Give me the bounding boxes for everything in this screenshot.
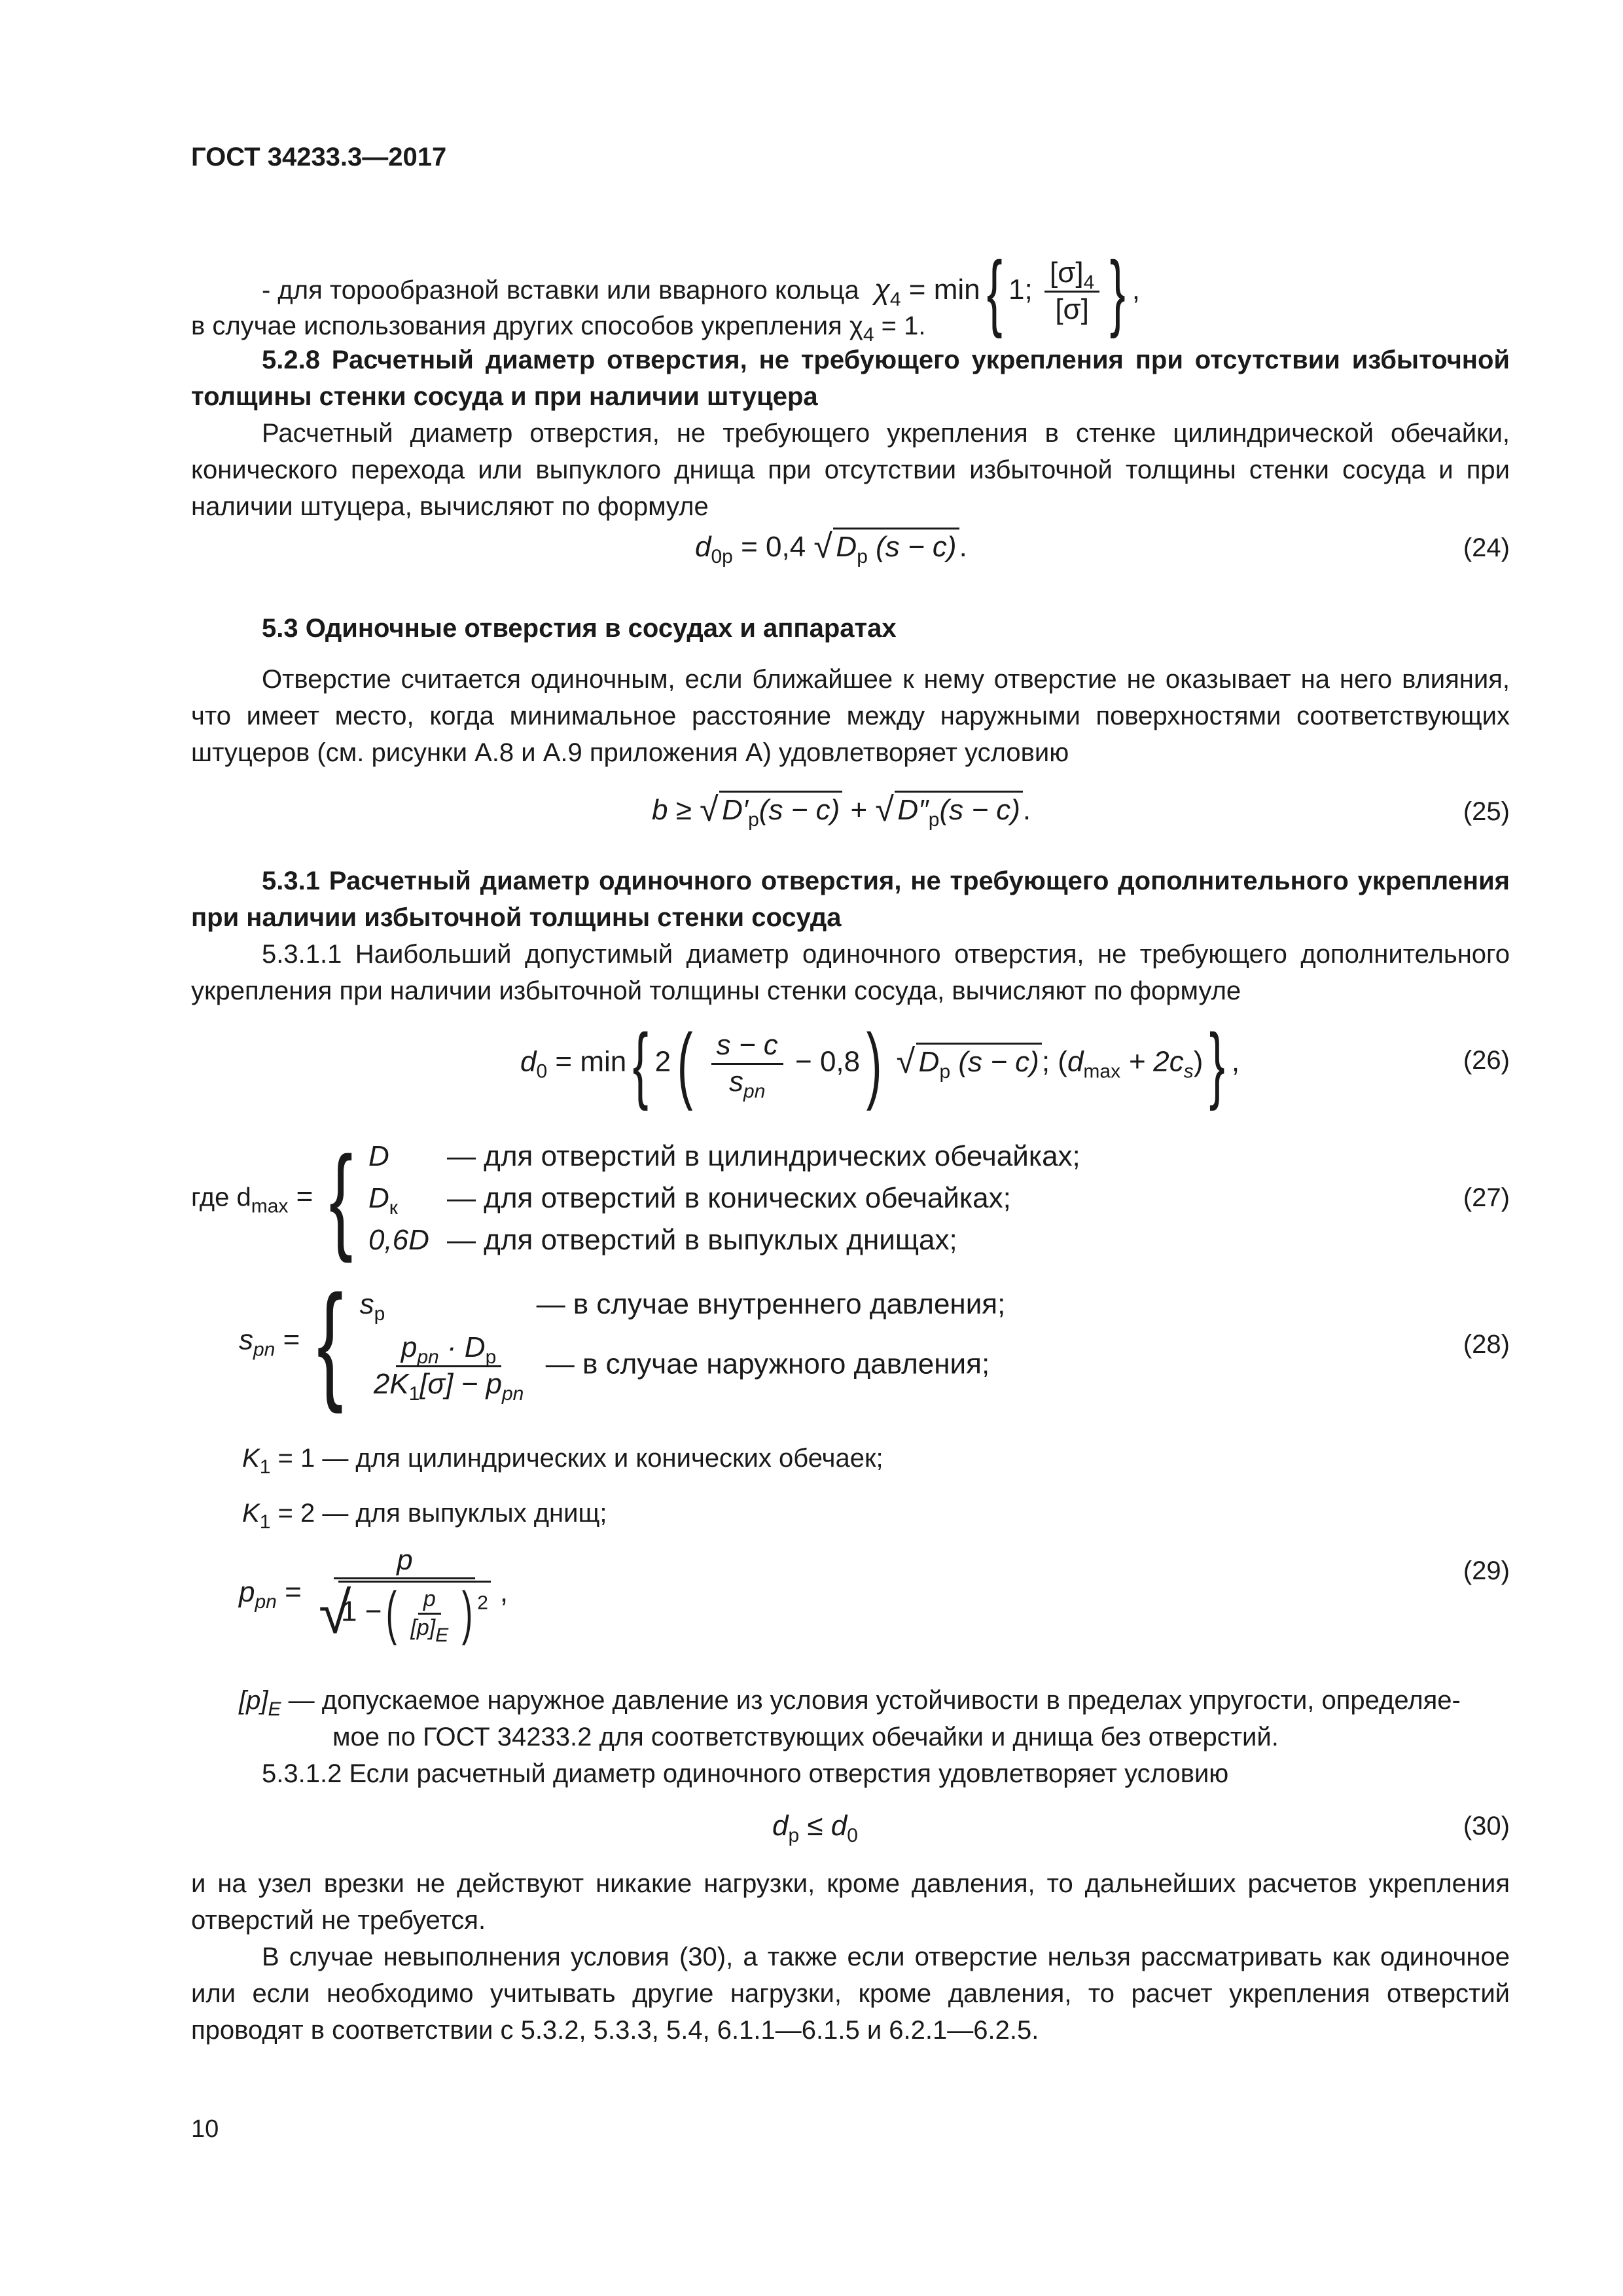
equation-number: (28): [1463, 1330, 1510, 1359]
page-number: 10: [191, 2115, 219, 2143]
equation-number: (26): [1463, 1046, 1510, 1075]
other-methods-line: в случае использования других способов укрепления $\chi_4 = 1$.: [191, 312, 926, 346]
section-heading: 5.3 Одиночные отверстия в сосудах и аппаратах: [262, 614, 897, 643]
section-5-2-8: [191, 342, 1510, 525]
section-heading: 5.3.1 Расчетный диаметр одиночного отверстия, не требующего дополнительного укрепления при наличии избыточной толщины стенки сосуда: [191, 867, 1510, 932]
standard-code-header: ГОСТ 34233.3—2017: [191, 143, 447, 171]
equation-number: (25): [1463, 797, 1510, 826]
after-30-paragraph-2: В случае невыполнения условия (30), а также если отверстие нельзя рассматривать как одиночное или если необходимо учитывать другие нагрузки, кроме давления, то расчет укрепления отверстий проводят в соответствии с 5.3.2, 5.3.3, 5.4, 6.1.1—6.1.5 и 6.2.1—6.2.5.: [191, 1943, 1510, 2045]
equation-number: (24): [1463, 533, 1510, 562]
pe-definition-cont: мое по ГОСТ 34233.2 для соответствующих обечайки и днища без отверстий.: [332, 1723, 1279, 1751]
section-5-3-1: 5.3.1 Расчетный диаметр одиночного отверстия, не требующего дополнительного укрепления при наличии избыточной толщины стенки сосуда 5.3.1.1 Наибольший допустимый диаметр одиночного отверстия, не требующего дополнительного укрепления при наличии избыточной толщины стенки сосуда, вычисляют по формуле: [191, 867, 1510, 1005]
formula-26: $d_0 = \min${ 2( $\frac{s - c}{s_{pn}}$ − 0,8) √ $D_р$ (s − c); $(d_{max} + 2c_s)$} ,: [520, 1016, 1240, 1111]
equation-number: (30): [1463, 1812, 1510, 1840]
formula-29: $p_{pn}$ = p √ 1 −( $\frac{p}{[p]_E}$ ) $^2$ ,: [239, 1544, 508, 1647]
after-30-paragraph-1: и на узел врезки не действуют никакие нагрузки, кроме давления, то дальнейших расчетов укрепления отверстий не требуется.: [191, 1869, 1510, 1935]
sigma-ratio: $\frac{[\sigma]_4}{[\sigma]}$: [1044, 257, 1099, 325]
equation-number: (29): [1463, 1556, 1510, 1585]
k1-cylinder-line: $K_1 = 1$ — для цилиндрических и конических обечаек;: [242, 1444, 883, 1478]
formula-28: $s_{pn}$ = { $s_р$ — в случае внутреннего давления; $\frac{p_{pn} \cdot D_р}{2K_1[\sigma] - p_{pn}}$ — в случае наружного давления;: [239, 1268, 1006, 1414]
case-row-cone: $D_к$ — для отверстий в конических обечайках;: [368, 1182, 1011, 1219]
section-body: Расчетный диаметр отверстия, не требующего укрепления в стенке цилиндрической обечайки, конического перехода или выпуклого днища при отсутствии избыточной толщины стенки сосуда и при наличии штуцера, вычисляют по формуле: [191, 419, 1510, 521]
section-5-3-1-2: 5.3.1.2 Если расчетный диаметр одиночного отверстия удовлетворяет условию: [262, 1759, 1229, 1788]
section-5-3: [191, 610, 1510, 647]
pe-definition: $[p]_E$ — допускаемое наружное давление из условия устойчивости в пределах упругости, определяе-: [239, 1686, 1461, 1720]
torus-insert-line: - для торообразной вставки или вварного кольца $\chi_4 = \min${ 1; $\frac{[\sigma]_4}{[\sigma]}$ } ,: [262, 243, 1140, 339]
formula-30: $d_р \le d_0$: [772, 1810, 858, 1846]
section-heading: 5.2.8 Расчетный диаметр отверстия, не требующего укрепления при отсутствии избыточной толщины стенки сосуда и при наличии штуцера: [191, 346, 1510, 411]
formula-27: где $d_{max}$ = { D — для отверстий в цилиндрических обечайках; $D_к$ — для отверстий в конических обечайках; 0,6D — для отверстий в выпуклых днищах;: [191, 1132, 1080, 1264]
k1-convex-line: $K_1 = 2$ — для выпуклых днищ;: [242, 1499, 607, 1533]
case-row-cylinder: D — для отверстий в цилиндрических обечайках;: [368, 1140, 1080, 1172]
formula-25: b ≥ √ $D'_р(s - c)$ + √ $D''_р(s - c)$.: [652, 791, 1031, 831]
formula-24: $d_{0р} = 0,4$ √ $D_р$ (s − c).: [695, 528, 967, 567]
section-5-3-body: Отверстие считается одиночным, если ближайшее к нему отверстие не оказывает на него влияния, что имеет место, когда минимальное расстояние между наружными поверхностями соответствующих штуцеров (см. рисунки А.8 и А.9 приложения А) удовлетворяет условию: [191, 665, 1510, 767]
equation-number: (27): [1463, 1183, 1510, 1212]
case-row-convex: 0,6D — для отверстий в выпуклых днищах;: [368, 1224, 957, 1256]
